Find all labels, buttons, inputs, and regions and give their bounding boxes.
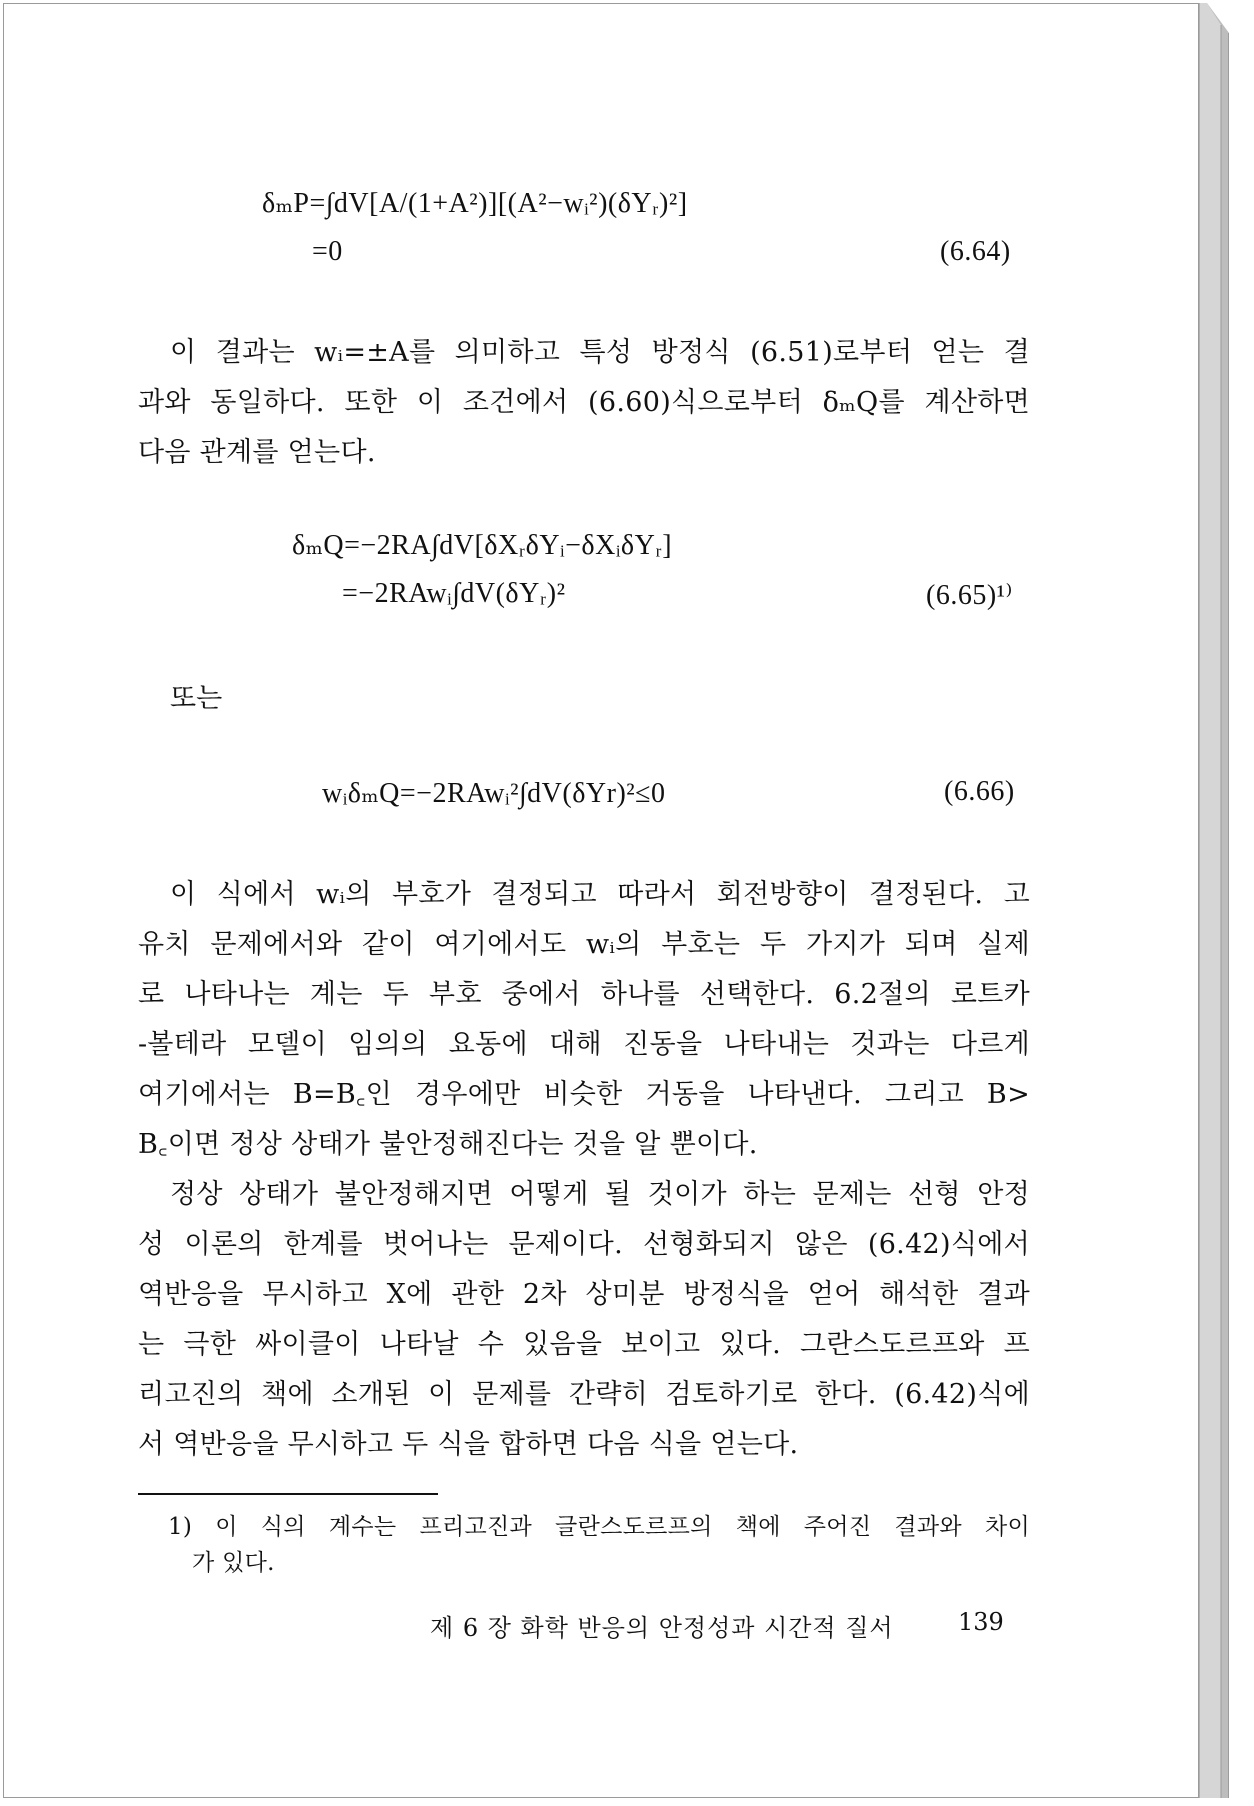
footnote-divider [138,1493,438,1495]
paragraph-3-line-3: 역반응을 무시하고 X에 관한 2차 상미분 방정식을 얻어 해석한 결과 [138,1279,1030,1310]
paragraph-2-line-5: 여기에서는 B=B꜀인 경우에만 비슷한 거동을 나타낸다. 그리고 B> [138,1079,1030,1110]
paragraph-2-line-4: -볼테라 모델이 임의의 요동에 대해 진동을 나타내는 것과는 다르게 [138,1029,1030,1060]
paragraph-3-line-1: 정상 상태가 불안정해지면 어떻게 될 것이가 하는 문제는 선형 안정 [170,1179,1030,1210]
equation-6-65-number: (6.65)¹⁾ [926,580,1013,611]
paragraph-2-line-1: 이 식에서 wᵢ의 부호가 결정되고 따라서 회전방향이 결정된다. 고 [170,879,1030,910]
paragraph-3-line-2: 성 이론의 한계를 벗어나는 문제이다. 선형화되지 않은 (6.42)식에서 [138,1229,1030,1260]
equation-6-64-number: (6.64) [940,236,1011,267]
paragraph-3-line-5: 리고진의 책에 소개된 이 문제를 간략히 검토하기로 한다. (6.42)식에 [138,1379,1030,1410]
footnote-line-1: 1) 이 식의 계수는 프리고진과 글란스도르프의 책에 주어진 결과와 차이 [168,1514,1030,1540]
equation-6-64-line-2: =0 [312,236,343,267]
paragraph-3-line-6: 서 역반응을 무시하고 두 식을 합하면 다음 식을 얻는다. [138,1429,799,1460]
equation-6-65-line-1: δₘQ=−2RA∫dV[δXᵣδYᵢ−δXᵢδYᵣ] [292,530,673,561]
paragraph-1-line-3: 다음 관계를 얻는다. [138,437,376,468]
paragraph-1-line-1: 이 결과는 wᵢ=±A를 의미하고 특성 방정식 (6.51)로부터 얻는 결 [170,337,1030,368]
connector-text: 또는 [170,683,223,714]
equation-6-65-line-2: =−2RAwᵢ∫dV(δYᵣ)² [342,578,566,609]
page-number: 139 [958,1608,1004,1636]
paragraph-1-line-2: 과와 동일하다. 또한 이 조건에서 (6.60)식으로부터 δₘQ를 계산하면 [138,387,1030,418]
paragraph-3-line-4: 는 극한 싸이클이 나타날 수 있음을 보이고 있다. 그란스도르프와 프 [138,1329,1030,1360]
paragraph-2-line-3: 로 나타나는 계는 두 부호 중에서 하나를 선택한다. 6.2절의 로트카 [138,979,1030,1010]
equation-6-66-line-1: wᵢδₘQ=−2RAwᵢ²∫dV(δYr)²≤0 [322,778,666,809]
paragraph-2-line-2: 유치 문제에서와 같이 여기에서도 wᵢ의 부호는 두 가지가 되며 실제 [138,929,1030,960]
equation-6-64-line-1: δₘP=∫dV[A/(1+A²)][(A²−wᵢ²)(δYᵣ)²] [262,188,688,219]
paragraph-2-line-6: B꜀이면 정상 상태가 불안정해진다는 것을 알 뿐이다. [138,1129,758,1160]
equation-6-66-number: (6.66) [944,776,1015,807]
running-footer-title: 제 6 장 화학 반응의 안정성과 시간적 질서 [430,1614,894,1642]
footnote-line-2: 가 있다. [192,1550,275,1576]
